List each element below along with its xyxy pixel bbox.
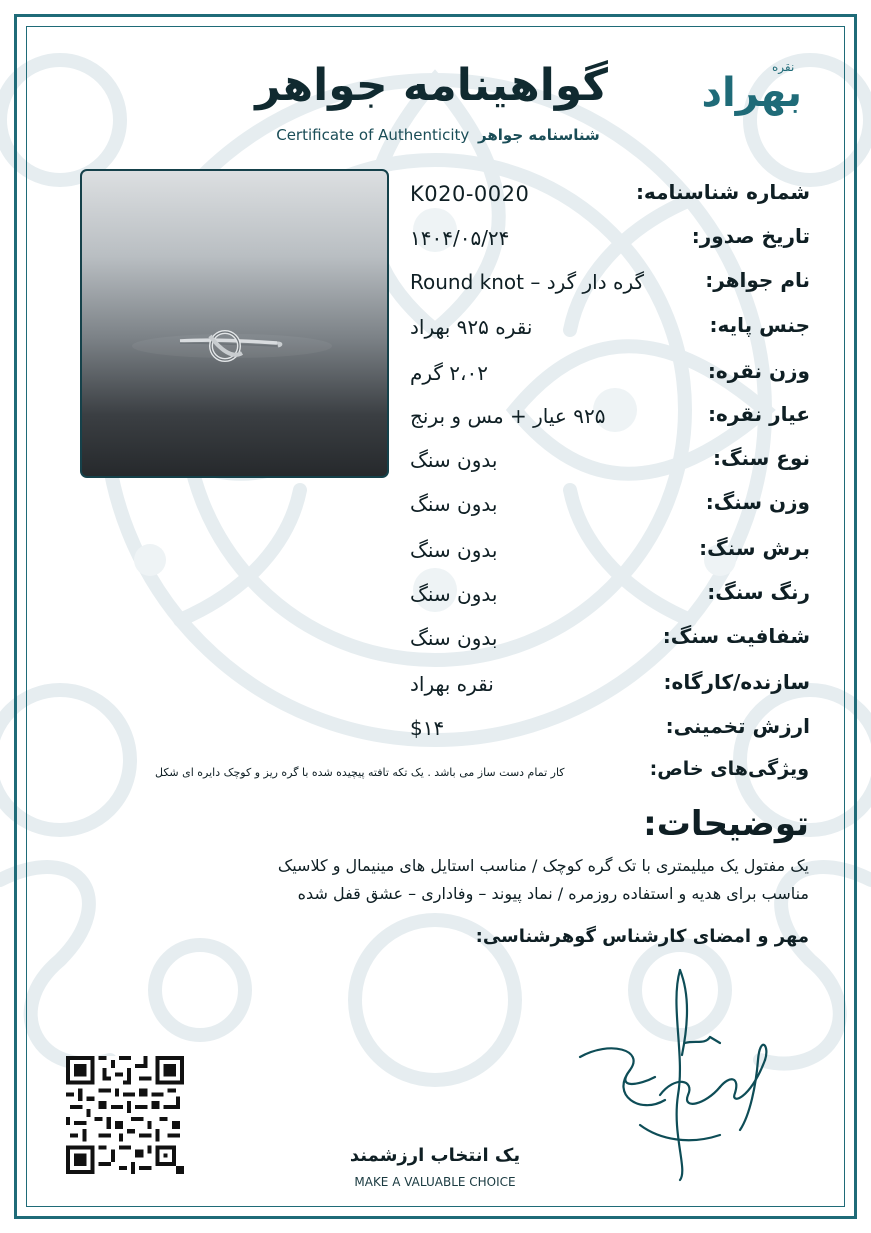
field-estimated-value [400,714,810,754]
field-label: شماره شناسنامه: [635,180,810,204]
field-certificate-number [400,180,810,220]
field-label: نام جواهر: [705,268,810,292]
special-features-label: ویژگی‌های خاص: [649,758,809,780]
subtitle-english: Certificate of Authenticity [276,126,470,144]
field-label: تاریخ صدور: [691,224,810,248]
field-base-material [400,313,810,353]
field-stone-color [400,580,810,620]
qr-code-icon [66,1056,184,1174]
ring-photo [80,169,389,478]
field-maker [400,670,810,710]
slogan-persian: یک انتخاب ارزشمند [349,1145,521,1166]
field-value: نقره بهراد [410,672,494,696]
field-stone-weight [400,490,810,530]
description-title: توضیحات: [643,804,809,844]
slogan-english: MAKE A VALUABLE CHOICE [354,1175,516,1189]
field-stone-cut [400,536,810,576]
field-label: ارزش تخمینی: [665,714,810,738]
description-line: مناسب برای هدیه و استفاده روزمره / نماد پیوند – وفاداری – عشق قفل شده [297,884,809,903]
special-features-value: کار تمام دست ساز می باشد . یک تکه تافته پیچیده شده با گره ریز و کوچک دایره ای شکل [155,766,565,779]
description-line: یک مفتول یک میلیمتری با تک گره کوچک / مناسب استایل های مینیمال و کلاسیک [277,856,809,875]
field-silver-weight [400,359,810,399]
field-label: سازنده/کارگاه: [663,670,810,694]
field-value: بدون سنگ [410,492,498,516]
field-value: بدون سنگ [410,582,498,606]
field-label: برش سنگ: [699,536,810,560]
field-label: وزن سنگ: [705,490,810,514]
field-value: بدون سنگ [410,448,498,472]
field-value: ۱۴۰۴/۰۵/۲۴ [410,226,510,250]
field-value: Round knot – گره دار گرد [410,270,645,294]
field-label: شفافیت سنگ: [662,624,810,648]
field-value: نقره ۹۲۵ بهراد [410,315,533,339]
field-stone-clarity [400,624,810,664]
brand-logo-small: نقره [772,60,795,74]
certificate-title: گواهینامه جواهر [255,60,608,111]
field-jewel-name [400,268,810,308]
seal-signature-label: مهر و امضای کارشناس گوهرشناسی: [475,926,809,947]
field-value: بدون سنگ [410,538,498,562]
field-label: نوع سنگ: [713,446,810,470]
field-label: جنس پایه: [709,313,810,337]
field-stone-type [400,446,810,486]
certificate-subtitle [268,126,608,144]
field-label: رنگ سنگ: [707,580,810,604]
field-value: K020-0020 [410,182,530,206]
field-value: بدون سنگ [410,626,498,650]
field-value: ۲،۰۲ گرم [410,361,488,385]
brand-logo: بهراد [701,70,802,116]
subtitle-persian: شناسنامه جواهر [478,126,600,144]
signature-icon [570,965,785,1185]
field-issue-date [400,224,810,264]
field-value: $۱۴ [410,716,445,740]
field-label: وزن نقره: [707,359,810,383]
field-silver-purity [400,402,810,442]
field-value: ۹۲۵ عیار + مس و برنج [410,404,606,428]
field-label: عیار نقره: [708,402,810,426]
ring-icon [82,171,387,476]
